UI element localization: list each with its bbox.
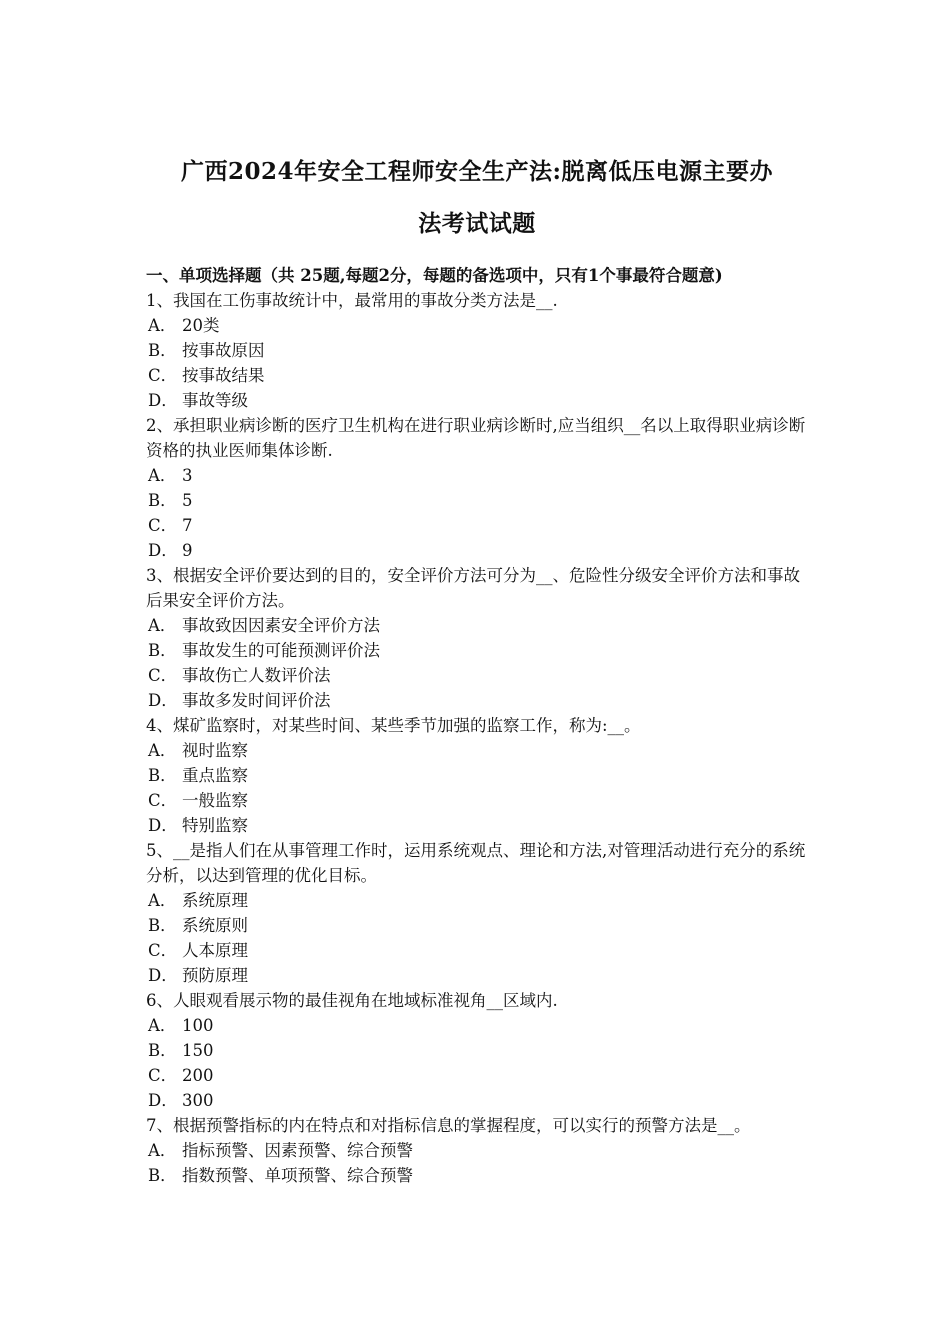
question-2 <box>146 413 808 563</box>
option-letter: A． <box>148 1016 177 1035</box>
option-text: 5 <box>182 491 193 510</box>
answer-option <box>146 363 808 388</box>
answer-option <box>146 688 808 713</box>
option-letter: B． <box>148 491 177 510</box>
question-text: 4、煤矿监察时，对某些时间、某些季节加强的监察工作，称为:__。 <box>146 716 641 735</box>
answer-option <box>146 1063 808 1088</box>
option-text: 20类 <box>182 316 220 335</box>
option-letter: C． <box>148 366 178 385</box>
answer-option <box>146 938 808 963</box>
option-text: 100 <box>182 1016 214 1035</box>
option-text: 指标预警、因素预警、综合预警 <box>182 1141 413 1160</box>
option-text: 事故伤亡人数评价法 <box>182 666 331 685</box>
option-text: 7 <box>182 516 193 535</box>
document-title-line1: 广西2024年安全工程师安全生产法:脱离低压电源主要办 <box>180 158 773 185</box>
answer-option <box>146 463 808 488</box>
answer-option <box>146 963 808 988</box>
option-letter: B． <box>148 341 177 360</box>
option-text: 按事故原因 <box>182 341 265 360</box>
option-list <box>146 1013 808 1113</box>
option-text: 事故多发时间评价法 <box>182 691 331 710</box>
question-text: 2、承担职业病诊断的医疗卫生机构在进行职业病诊断时,应当组织__名以上取得职业病诊断资格的执业医师集体诊断. <box>146 416 806 460</box>
option-list <box>146 463 808 563</box>
answer-option <box>146 788 808 813</box>
question-text: 6、人眼观看展示物的最佳视角在地域标准视角__区域内. <box>146 991 558 1010</box>
option-text: 系统原则 <box>182 916 248 935</box>
question-text: 5、__是指人们在从事管理工作时，运用系统观点、理论和方法,对管理活动进行充分的系统分析，以达到管理的优化目标。 <box>146 841 806 885</box>
option-letter: A． <box>148 1141 177 1160</box>
option-text: 150 <box>182 1041 214 1060</box>
answer-option <box>146 488 808 513</box>
answer-option <box>146 1038 808 1063</box>
question-6 <box>146 988 808 1113</box>
question-5 <box>146 838 808 988</box>
answer-option <box>146 913 808 938</box>
question-4 <box>146 713 808 838</box>
option-text: 一般监察 <box>182 791 248 810</box>
answer-option <box>146 1013 808 1038</box>
option-letter: C． <box>148 666 178 685</box>
option-text: 事故致因因素安全评价方法 <box>182 616 380 635</box>
option-text: 事故等级 <box>182 391 248 410</box>
answer-option <box>146 763 808 788</box>
option-list <box>146 313 808 413</box>
option-letter: A． <box>148 316 177 335</box>
question-list <box>146 288 808 1188</box>
answer-option <box>146 738 808 763</box>
option-letter: D． <box>148 816 178 835</box>
option-letter: C． <box>148 516 178 535</box>
option-letter: D． <box>148 391 178 410</box>
document-title <box>146 146 808 250</box>
answer-option <box>146 388 808 413</box>
answer-option <box>146 313 808 338</box>
option-text: 按事故结果 <box>182 366 265 385</box>
option-list <box>146 613 808 713</box>
answer-option <box>146 1088 808 1113</box>
answer-option <box>146 888 808 913</box>
option-text: 重点监察 <box>182 766 248 785</box>
option-letter: B． <box>148 1041 177 1060</box>
option-letter: D． <box>148 691 178 710</box>
option-text: 预防原理 <box>182 966 248 985</box>
option-letter: A． <box>148 891 177 910</box>
option-letter: A． <box>148 466 177 485</box>
option-letter: B． <box>148 766 177 785</box>
question-text: 3、根据安全评价要达到的目的，安全评价方法可分为__、危险性分级安全评价方法和事故后果安全评价方法。 <box>146 566 800 610</box>
option-letter: D． <box>148 966 178 985</box>
option-list <box>146 1138 808 1188</box>
question-3 <box>146 563 808 713</box>
answer-option <box>146 638 808 663</box>
option-letter: A． <box>148 616 177 635</box>
option-letter: D． <box>148 1091 178 1110</box>
option-text: 指数预警、单项预警、综合预警 <box>182 1166 413 1185</box>
option-letter: C． <box>148 791 178 810</box>
option-letter: B． <box>148 916 177 935</box>
answer-option <box>146 513 808 538</box>
option-text: 9 <box>182 541 193 560</box>
option-letter: B． <box>148 641 177 660</box>
option-letter: D． <box>148 541 178 560</box>
option-letter: A． <box>148 741 177 760</box>
question-1 <box>146 288 808 413</box>
option-text: 人本原理 <box>182 941 248 960</box>
answer-option <box>146 538 808 563</box>
option-text: 系统原理 <box>182 891 248 910</box>
question-7 <box>146 1113 808 1188</box>
option-text: 视时监察 <box>182 741 248 760</box>
option-text: 200 <box>182 1066 214 1085</box>
question-text: 7、根据预警指标的内在特点和对指标信息的掌握程度，可以实行的预警方法是__。 <box>146 1116 751 1135</box>
option-text: 特别监察 <box>182 816 248 835</box>
option-text: 300 <box>182 1091 214 1110</box>
document-page <box>146 146 808 1188</box>
option-list <box>146 738 808 838</box>
option-letter: C． <box>148 941 178 960</box>
option-text: 事故发生的可能预测评价法 <box>182 641 380 660</box>
answer-option <box>146 813 808 838</box>
question-text: 1、我国在工伤事故统计中，最常用的事故分类方法是__. <box>146 291 558 310</box>
answer-option <box>146 1163 808 1188</box>
option-list <box>146 888 808 988</box>
answer-option <box>146 338 808 363</box>
document-title-line2: 法考试试题 <box>418 210 536 237</box>
answer-option <box>146 663 808 688</box>
option-letter: B． <box>148 1166 177 1185</box>
section-heading: 一、单项选择题（共 25题,每题2分，每题的备选项中，只有1个事最符合题意) <box>146 266 723 285</box>
answer-option <box>146 1138 808 1163</box>
answer-option <box>146 613 808 638</box>
option-text: 3 <box>182 466 193 485</box>
option-letter: C． <box>148 1066 178 1085</box>
